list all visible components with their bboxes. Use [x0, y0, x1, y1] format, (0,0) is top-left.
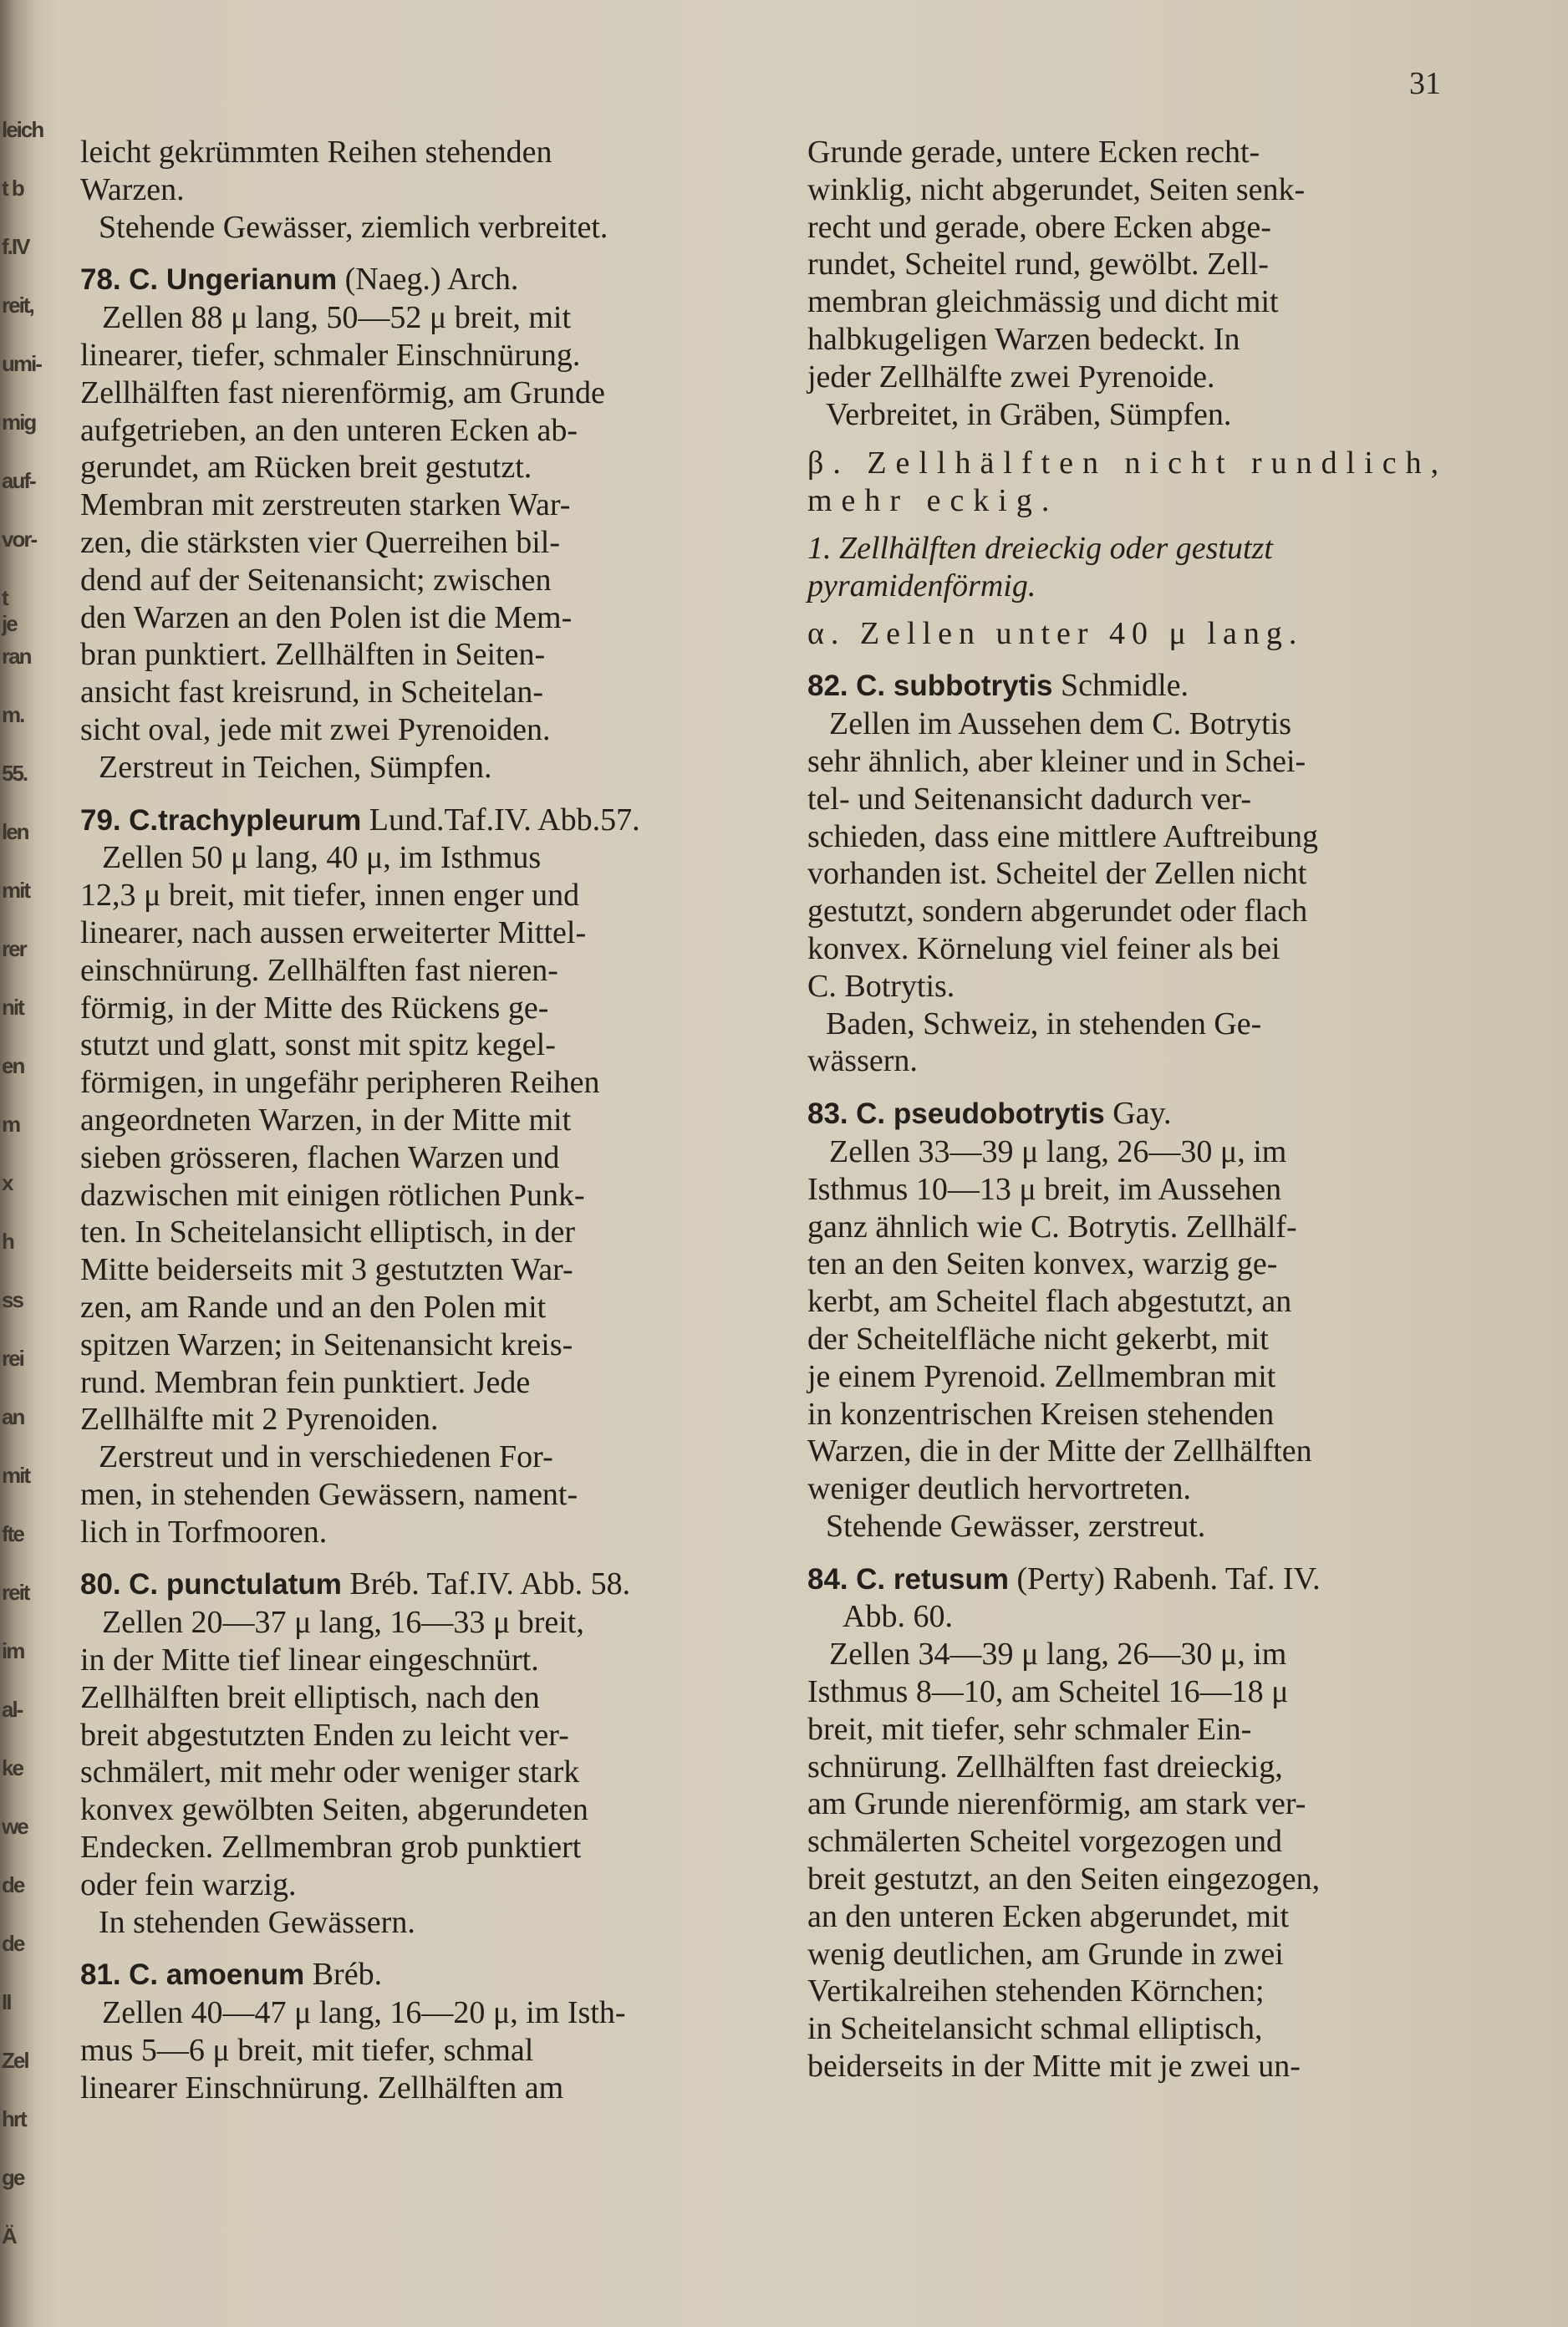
entry-number: 79.: [80, 803, 121, 837]
description-line: breit, mit tiefer, sehr schmaler Ein-: [807, 1711, 1252, 1747]
species-name: C.trachypleurum: [129, 803, 362, 837]
description-line: linearer Einschnürung. Zellhälften am: [80, 2070, 564, 2106]
gutter-fragment: len: [2, 819, 28, 844]
description-line: Zellhälften breit elliptisch, nach den: [80, 1679, 540, 1715]
gutter-fragment: de: [2, 1872, 24, 1897]
gutter-fragment: mit: [2, 1463, 29, 1488]
description-line: dazwischen mit einigen rötlichen Punk-: [80, 1177, 585, 1213]
description-line: an den unteren Ecken abgerundet, mit: [807, 1898, 1290, 1934]
key-line: α. Zellen unter 40 μ lang.: [807, 615, 1304, 651]
description-line: schmälert, mit mehr oder weniger stark: [80, 1754, 580, 1790]
entry-number: 80.: [80, 1568, 121, 1601]
description-line: bran punktiert. Zellhälften in Seiten-: [80, 637, 546, 673]
description-line: ten an den Seiten konvex, warzig ge-: [807, 1246, 1278, 1282]
description-line: ganz ähnlich wie C. Botrytis. Zellhälf-: [807, 1209, 1297, 1245]
description-line: beiderseits in der Mitte mit je zwei un-: [807, 2049, 1301, 2085]
entry-heading: [80, 1566, 767, 1604]
habitat-line: Zerstreut in Teichen, Sümpfen.: [99, 749, 492, 785]
page-number: 31: [1409, 66, 1441, 101]
entry-number: 83.: [807, 1097, 848, 1131]
gutter-fragment: x: [2, 1170, 13, 1195]
gutter-fragment: en: [2, 1053, 24, 1078]
description-line: dend auf der Seitenansicht; zwischen: [80, 562, 552, 598]
description-line: ansicht fast kreisrund, in Scheitelan-: [80, 675, 544, 710]
habitat-line: Zerstreut und in verschiedenen For-: [99, 1439, 553, 1475]
gutter-fragment: m.: [2, 702, 24, 727]
text-line: rundet, Scheitel rund, gewölbt. Zell-: [807, 247, 1269, 283]
description-line: Endecken. Zellmembran grob punktiert: [80, 1830, 582, 1866]
gutter-fragment: Ä: [2, 2223, 16, 2248]
description-line: schnürung. Zellhälften fast dreieckig,: [807, 1749, 1283, 1785]
key-line: 1. Zellhälften dreieckig oder gestutzt: [807, 530, 1273, 566]
gutter-bleed: [0, 0, 43, 2327]
description-line: je einem Pyrenoid. Zellmembran mit: [807, 1358, 1276, 1394]
description-line: Zellen 34—39 μ lang, 26—30 μ, im: [829, 1637, 1287, 1673]
gutter-fragment: t b: [2, 176, 23, 201]
species-name: C. subbotrytis: [856, 670, 1053, 703]
description-line: schmälerten Scheitel vorgezogen und: [807, 1824, 1283, 1860]
species-name: C. retusum: [856, 1562, 1009, 1596]
description-line: kerbt, am Scheitel flach abgestutzt, an: [807, 1284, 1292, 1320]
description-line: in konzentrischen Kreisen stehenden: [807, 1396, 1275, 1432]
description-line: stutzt und glatt, sonst mit spitz kegel-: [80, 1027, 556, 1063]
description-line: Mitte beiderseits mit 3 gestutzten War-: [80, 1252, 573, 1288]
key-line: β. Zellhälften nicht rundlich,: [807, 446, 1448, 481]
description-line: Zellhälften fast nierenförmig, am Grunde: [80, 374, 605, 410]
habitat-line: Stehende Gewässer, ziemlich verbreitet.: [99, 209, 608, 245]
description-line: breit gestutzt, an den Seiten eingezogen,: [807, 1861, 1321, 1897]
description-line: weniger deutlich hervortreten.: [807, 1471, 1191, 1507]
description-line: mus 5—6 μ breit, mit tiefer, schmal: [80, 2033, 534, 2069]
gutter-fragment: rei: [2, 1346, 23, 1371]
description-line: förmigen, in ungefähr peripheren Reihen: [80, 1065, 600, 1101]
entry-heading: [807, 1561, 1453, 1599]
text-line: membran gleichmässig und dicht mit: [807, 284, 1279, 320]
description-line: breit abgestutzten Enden zu leicht ver-: [80, 1717, 569, 1753]
habitat-note: [807, 396, 1453, 434]
description-line: den Warzen an den Polen ist die Mem-: [80, 599, 573, 635]
species-name: C. Ungerianum: [129, 263, 338, 297]
gutter-fragment: m: [2, 1112, 20, 1137]
key-line: mehr eckig.: [807, 483, 1059, 519]
habitat-line: Stehende Gewässer, zerstreut.: [826, 1508, 1206, 1544]
species-author: Bréb. Taf.IV. Abb. 58.: [349, 1566, 631, 1602]
description-line: linearer, nach aussen erweiterter Mittel-: [80, 914, 587, 950]
description-line: sieben grösseren, flachen Warzen und: [80, 1139, 560, 1175]
description-line: zen, die stärksten vier Querreihen bil-: [80, 524, 560, 560]
description-line: in der Mitte tief linear eingeschnürt.: [80, 1642, 539, 1678]
habitat-line: lich in Torfmooren.: [80, 1514, 328, 1550]
description-line: konvex. Körnelung viel feiner als bei: [807, 930, 1280, 966]
text-line: Grunde gerade, untere Ecken recht-: [807, 135, 1260, 170]
description-line: Zellen 33—39 μ lang, 26—30 μ, im: [829, 1133, 1287, 1169]
gutter-fragment: hrt: [2, 2106, 26, 2131]
description-line: der Scheitelfläche nicht gekerbt, mit: [807, 1321, 1269, 1357]
description-line: förmig, in der Mitte des Rückens ge-: [80, 990, 549, 1026]
text-line: leicht gekrümmten Reihen stehenden: [80, 135, 552, 170]
gutter-fragment: t je: [2, 585, 17, 636]
description-line: gestutzt, sondern abgerundet oder flach: [807, 894, 1308, 929]
description-line: linearer, tiefer, schmaler Einschnürung.: [80, 337, 581, 373]
left-column: [80, 134, 767, 2107]
gutter-fragment: ss: [2, 1287, 23, 1312]
description-line: Isthmus 10—13 μ breit, im Aussehen: [807, 1171, 1282, 1207]
description-line: schieden, dass eine mittlere Auftreibung: [807, 818, 1318, 854]
habitat-note: [80, 209, 767, 247]
key-line: pyramidenförmig.: [807, 568, 1036, 603]
gutter-fragment: ran: [2, 644, 31, 669]
description-line: Zellen 40—47 μ lang, 16—20 μ, im Isth-: [102, 1995, 626, 2031]
entry-heading: [807, 1095, 1453, 1133]
gutter-fragment: mit: [2, 878, 29, 903]
key-subheading: [807, 530, 1453, 605]
description-line: Warzen, die in der Mitte der Zellhälften: [807, 1433, 1312, 1469]
species-entry: [80, 1956, 767, 2106]
species-author: Bréb.: [312, 1957, 383, 1993]
gutter-fragment: h: [2, 1229, 13, 1254]
species-author: Gay.: [1112, 1096, 1172, 1132]
gutter-fragment: vor-: [2, 527, 37, 552]
gutter-fragment: leich: [2, 117, 43, 142]
description-line: zen, am Rande und an den Polen mit: [80, 1289, 547, 1325]
description-line: 12,3 μ breit, mit tiefer, innen enger und: [80, 878, 580, 914]
gutter-fragment: im: [2, 1638, 24, 1663]
description-line: spitzen Warzen; in Seitenansicht kreis-: [80, 1326, 573, 1362]
description-line: sehr ähnlich, aber kleiner und in Schei-: [807, 743, 1306, 779]
gutter-fragment: al-: [2, 1697, 23, 1722]
species-author-cont: Abb. 60.: [843, 1599, 953, 1635]
description-line: vorhanden ist. Scheitel der Zellen nicht: [807, 856, 1307, 892]
gutter-fragment: we: [2, 1814, 28, 1839]
species-name: C. pseudobotrytis: [856, 1097, 1105, 1131]
gutter-fragment: reit,: [2, 293, 33, 318]
species-author: Lund.Taf.IV. Abb.57.: [369, 802, 640, 838]
gutter-fragment: ke: [2, 1755, 23, 1780]
habitat-line: Baden, Schweiz, in stehenden Ge-: [826, 1006, 1262, 1041]
gutter-fragment: de: [2, 1931, 24, 1956]
right-column: [807, 134, 1453, 2085]
gutter-fragment: II: [2, 1989, 11, 2014]
entry-heading: [80, 802, 767, 840]
text-block: [807, 134, 1453, 396]
description-line: aufgetrieben, an den unteren Ecken ab-: [80, 412, 578, 448]
description-line: sicht oval, jede mit zwei Pyrenoiden.: [80, 711, 551, 747]
entry-number: 81.: [80, 1958, 121, 1992]
gutter-fragment: auf-: [2, 468, 35, 493]
gutter-fragment: ge: [2, 2165, 24, 2190]
description-line: oder fein warzig.: [80, 1866, 297, 1902]
species-name: C. amoenum: [129, 1958, 305, 1992]
description-line: Zellen 50 μ lang, 40 μ, im Isthmus: [102, 840, 542, 876]
description-line: Vertikalreihen stehenden Körnchen;: [807, 1973, 1265, 2009]
entry-heading: [807, 667, 1453, 705]
entry-number: 82.: [807, 670, 848, 703]
text-line: winklig, nicht abgerundet, Seiten senk-: [807, 171, 1306, 207]
species-entry: [80, 802, 767, 1551]
text-line: jeder Zellhälfte zwei Pyrenoide.: [807, 359, 1215, 395]
entry-heading: [80, 261, 767, 299]
gutter-fragment: fte: [2, 1521, 23, 1546]
species-author: Schmidle.: [1060, 668, 1189, 704]
description-line: tel- und Seitenansicht dadurch ver-: [807, 781, 1252, 817]
key-subsubheading: [807, 615, 1453, 653]
gutter-fragment: mig: [2, 410, 36, 435]
description-line: Zellen im Aussehen dem C. Botrytis: [829, 706, 1292, 742]
species-entry: [80, 1566, 767, 1941]
gutter-fragment: rer: [2, 936, 26, 961]
description-line: konvex gewölbten Seiten, abgerundeten: [80, 1792, 588, 1828]
species-entry: [807, 1095, 1453, 1545]
gutter-fragment: nit: [2, 995, 23, 1020]
description-line: Zellen 20—37 μ lang, 16—33 μ breit,: [102, 1605, 584, 1641]
species-author: (Perty) Rabenh. Taf. IV.: [1016, 1561, 1321, 1596]
habitat-line: men, in stehenden Gewässern, nament-: [80, 1476, 578, 1512]
description-line: gerundet, am Rücken breit gestutzt.: [80, 450, 532, 486]
species-entry: [80, 261, 767, 786]
habitat-line: wässern.: [807, 1043, 918, 1079]
description-line: in Scheitelansicht schmal elliptisch,: [807, 2011, 1263, 2047]
description-line: Zellhälfte mit 2 Pyrenoiden.: [80, 1402, 439, 1438]
gutter-fragment: umi-: [2, 351, 41, 376]
text-block: [80, 134, 767, 209]
gutter-fragment: f.IV: [2, 234, 29, 259]
gutter-fragment: Zel: [2, 2048, 28, 2073]
text-line: halbkugeligen Warzen bedeckt. In: [807, 321, 1240, 357]
gutter-fragment: 55.: [2, 761, 28, 786]
species-entry: [807, 667, 1453, 1080]
species-author: (Naeg.) Arch.: [344, 262, 519, 298]
description-line: C. Botrytis.: [807, 968, 955, 1004]
text-line: recht und gerade, obere Ecken abge-: [807, 209, 1271, 245]
description-line: rund. Membran fein punktiert. Jede: [80, 1364, 531, 1400]
entry-heading: [80, 1956, 767, 1994]
gutter-fragment: an: [2, 1404, 24, 1429]
gutter-fragment: reit: [2, 1580, 29, 1605]
description-line: ten. In Scheitelansicht elliptisch, in der: [80, 1214, 576, 1250]
entry-number: 78.: [80, 263, 121, 297]
text-line: Warzen.: [80, 171, 185, 207]
description-line: Isthmus 8—10, am Scheitel 16—18 μ: [807, 1674, 1289, 1710]
key-heading: [807, 445, 1453, 520]
species-name: C. punctulatum: [129, 1568, 342, 1601]
description-line: am Grunde nierenförmig, am stark ver-: [807, 1786, 1306, 1822]
description-line: angeordneten Warzen, in der Mitte mit: [80, 1102, 572, 1138]
description-line: einschnürung. Zellhälften fast nieren-: [80, 952, 558, 988]
habitat-line: Verbreitet, in Gräben, Sümpfen.: [826, 396, 1232, 432]
description-line: wenig deutlichen, am Grunde in zwei: [807, 1936, 1284, 1972]
description-line: Membran mit zerstreuten starken War-: [80, 487, 571, 523]
entry-number: 84.: [807, 1562, 848, 1596]
habitat-line: In stehenden Gewässern.: [99, 1904, 415, 1940]
species-entry: [807, 1561, 1453, 2085]
description-line: Zellen 88 μ lang, 50—52 μ breit, mit: [102, 300, 572, 336]
